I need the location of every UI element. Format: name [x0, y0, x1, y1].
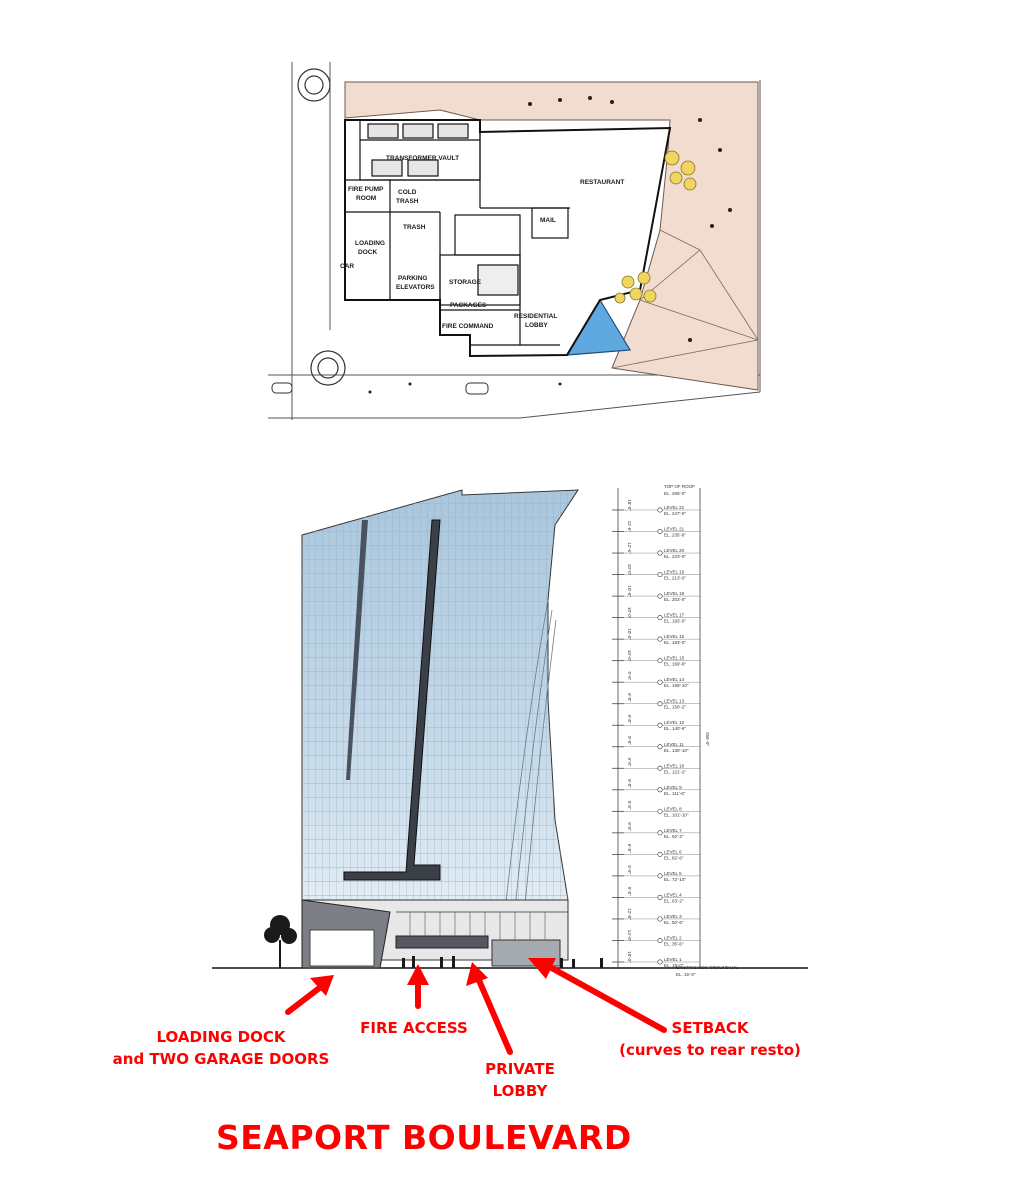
level-name: LEVEL 9 — [664, 784, 682, 790]
level-elevation: EL. 101'-10" — [664, 812, 689, 818]
level-marker — [658, 572, 662, 576]
arrow-fire-access-head — [407, 964, 429, 985]
level-elevation: EL. 223'-0" — [664, 554, 686, 560]
podium — [302, 900, 568, 968]
level-dimension: 10'-0" — [627, 649, 632, 662]
level-name: LEVEL 22 — [664, 505, 685, 510]
level-elevation: EL. 130'-10" — [664, 747, 689, 753]
annotation-setback-line1: SETBACK — [671, 1019, 749, 1037]
level-name: LEVEL 14 — [664, 677, 685, 683]
level-dimension: 9'-8" — [627, 736, 632, 745]
level-elevation: EL. 35'-6" — [664, 941, 684, 947]
existing-grade-el: EL. 15'-0" — [676, 972, 696, 977]
level-name: LEVEL 3 — [664, 913, 682, 919]
room-cold-trash-line1: COLD — [398, 189, 417, 196]
room-packages: PACKAGES — [450, 302, 487, 309]
level-grid — [612, 499, 700, 968]
level-marker — [658, 874, 662, 878]
level-name: LEVEL 4 — [664, 892, 682, 898]
room-fire-pump-line2: ROOM — [356, 195, 377, 202]
car-icon — [272, 383, 292, 393]
level-marker — [658, 508, 662, 512]
room-mail: MAIL — [540, 217, 556, 224]
level-elevation: EL. 50'-6" — [664, 919, 684, 925]
level-elevation: EL. 121'-2" — [664, 769, 686, 775]
level-marker — [658, 637, 662, 641]
level-name: LEVEL 6 — [664, 849, 682, 855]
level-name: LEVEL 15 — [664, 655, 685, 661]
annotation-private-lobby — [470, 1058, 570, 1102]
level-elevation: EL. 150'-2" — [664, 704, 686, 710]
level-name: LEVEL 13 — [664, 698, 685, 704]
level-name: LEVEL 11 — [664, 741, 684, 747]
existing-grade-label: EXISTING BOS GROUND LVL — [676, 965, 738, 970]
level-dimension: 9'-8" — [627, 843, 632, 853]
level-dimension: 9'-8" — [627, 714, 632, 724]
level-elevation: EL. 235'-6" — [664, 532, 686, 538]
level-marker — [658, 529, 662, 533]
level-elevation: EL. 213'-0" — [664, 575, 686, 581]
annotation-setback — [600, 1017, 820, 1061]
annotation-fire-access — [344, 1017, 484, 1039]
level-elevation: EL. 169'-8" — [664, 661, 686, 667]
tower-mullions — [302, 490, 578, 960]
room-transformer-vault: TRANSFORMER VAULT — [386, 155, 460, 162]
room-residential-line1: RESIDENTIAL — [514, 313, 558, 320]
level-name: LEVEL 16 — [664, 634, 685, 640]
level-dimension: 10'-0" — [627, 585, 632, 597]
level-dimension: 12'-8" — [627, 908, 632, 920]
level-marker — [658, 723, 662, 727]
level-elevation: EL. 203'-0" — [664, 597, 686, 603]
level-dimension: 10'-0" — [627, 628, 632, 640]
level-elevation: EL. 193'-0" — [664, 618, 686, 624]
room-fire-command: FIRE COMMAND — [442, 323, 494, 330]
floor-plan — [268, 62, 760, 420]
arrow-loading-dock — [288, 986, 322, 1012]
annotation-loading-dock-line1: LOADING DOCK — [156, 1028, 286, 1046]
room-fire-pump-line1: FIRE PUMP — [348, 186, 384, 193]
room-loading-line2: DOCK — [358, 249, 378, 256]
arrow-private-lobby — [478, 978, 510, 1052]
level-marker — [658, 551, 662, 555]
level-dimension: 9'-8" — [627, 757, 632, 767]
level-dimension: 9'-8" — [627, 692, 632, 702]
level-name: LEVEL 19 — [664, 569, 685, 575]
room-car: CAR — [340, 263, 355, 270]
level-name: LEVEL 18 — [664, 591, 685, 597]
annotation-loading-dock-line2: and TWO GARAGE DOORS — [112, 1050, 330, 1068]
level-elevation: EL. 15'-0" — [664, 963, 684, 968]
room-cold-trash-line2: TRASH — [396, 198, 419, 205]
level-name: LEVEL 5 — [664, 870, 682, 876]
room-storage: STORAGE — [449, 279, 482, 286]
level-marker — [658, 788, 662, 792]
level-elevation: EL. 247'-0" — [664, 511, 686, 516]
top-of-roof-el: EL. 265'-0" — [664, 491, 686, 496]
trees — [298, 69, 345, 385]
page-title: SEAPORT BOULEVARD — [216, 1118, 632, 1157]
level-name: LEVEL 2 — [664, 935, 682, 941]
level-name: LEVEL 10 — [664, 763, 685, 769]
annotation-private-lobby-line1: PRIVATE — [485, 1060, 555, 1078]
level-dimension: 18'-0" — [627, 951, 632, 963]
level-dimension: 9'-8" — [627, 865, 632, 875]
room-parking-line2: ELEVATORS — [396, 284, 435, 291]
level-dimension: 14'-0" — [627, 929, 632, 942]
level-elevation: EL. 63'-2" — [664, 898, 684, 904]
level-marker — [658, 852, 662, 856]
level-dimension: 10'-0" — [627, 606, 632, 619]
level-name: LEVEL 20 — [664, 548, 685, 554]
level-marker — [658, 680, 662, 684]
level-marker — [658, 917, 662, 921]
level-marker — [658, 960, 662, 964]
level-marker — [658, 615, 662, 619]
level-elevation: EL. 140'-6" — [664, 726, 686, 732]
level-marker — [658, 938, 662, 942]
level-marker — [658, 594, 662, 598]
top-of-roof-label: TOP OF ROOF — [664, 484, 695, 489]
room-parking-line1: PARKING — [398, 275, 428, 282]
overall-height: 256'-0" — [705, 732, 710, 746]
room-restaurant: RESTAURANT — [580, 179, 625, 186]
level-name: LEVEL 21 — [664, 526, 685, 532]
level-marker — [658, 895, 662, 899]
level-elevation: EL. 72'-10" — [664, 876, 686, 882]
level-dimension: 9'-8" — [627, 822, 632, 832]
level-name: LEVEL 8 — [664, 806, 682, 812]
level-marker — [658, 831, 662, 835]
car-icon — [466, 383, 488, 394]
level-dimension: 12'-6" — [627, 542, 632, 554]
level-marker — [658, 702, 662, 706]
level-marker — [658, 809, 662, 813]
level-elevation: EL. 111'-6" — [664, 790, 686, 796]
level-dimension: 10'-0" — [627, 563, 632, 576]
level-dimension: 9'-8" — [627, 779, 632, 789]
annotation-fire-access-text: FIRE ACCESS — [360, 1019, 468, 1037]
level-marker — [658, 658, 662, 662]
level-name: LEVEL 17 — [664, 612, 685, 618]
annotation-private-lobby-line2: LOBBY — [492, 1082, 548, 1100]
level-dimension: 9'-8" — [627, 800, 632, 810]
level-name: LEVEL 12 — [664, 720, 685, 726]
level-marker — [658, 766, 662, 770]
level-marker — [658, 745, 662, 749]
level-elevation: EL. 159'-10" — [664, 683, 689, 689]
level-elevation: EL. 82'-6" — [664, 855, 684, 861]
level-dimension: 18'-0" — [627, 499, 632, 511]
annotation-loading-dock — [96, 1026, 346, 1070]
annotation-setback-line2: (curves to rear resto) — [619, 1041, 801, 1059]
level-dimension: 11'-6" — [627, 520, 632, 532]
room-trash: TRASH — [403, 224, 426, 231]
room-residential-line2: LOBBY — [525, 322, 548, 329]
level-name: LEVEL 7 — [664, 827, 682, 833]
level-dimension: 9'-8" — [627, 671, 632, 681]
level-elevation: EL. 183'-0" — [664, 640, 686, 646]
level-dimension: 9'-8" — [627, 886, 632, 896]
level-elevation: EL. 92'-2" — [664, 833, 684, 839]
level-name: LEVEL 1 — [664, 957, 682, 962]
elevation — [212, 484, 808, 977]
room-loading-line1: LOADING — [355, 240, 385, 247]
street-tree — [264, 915, 297, 968]
